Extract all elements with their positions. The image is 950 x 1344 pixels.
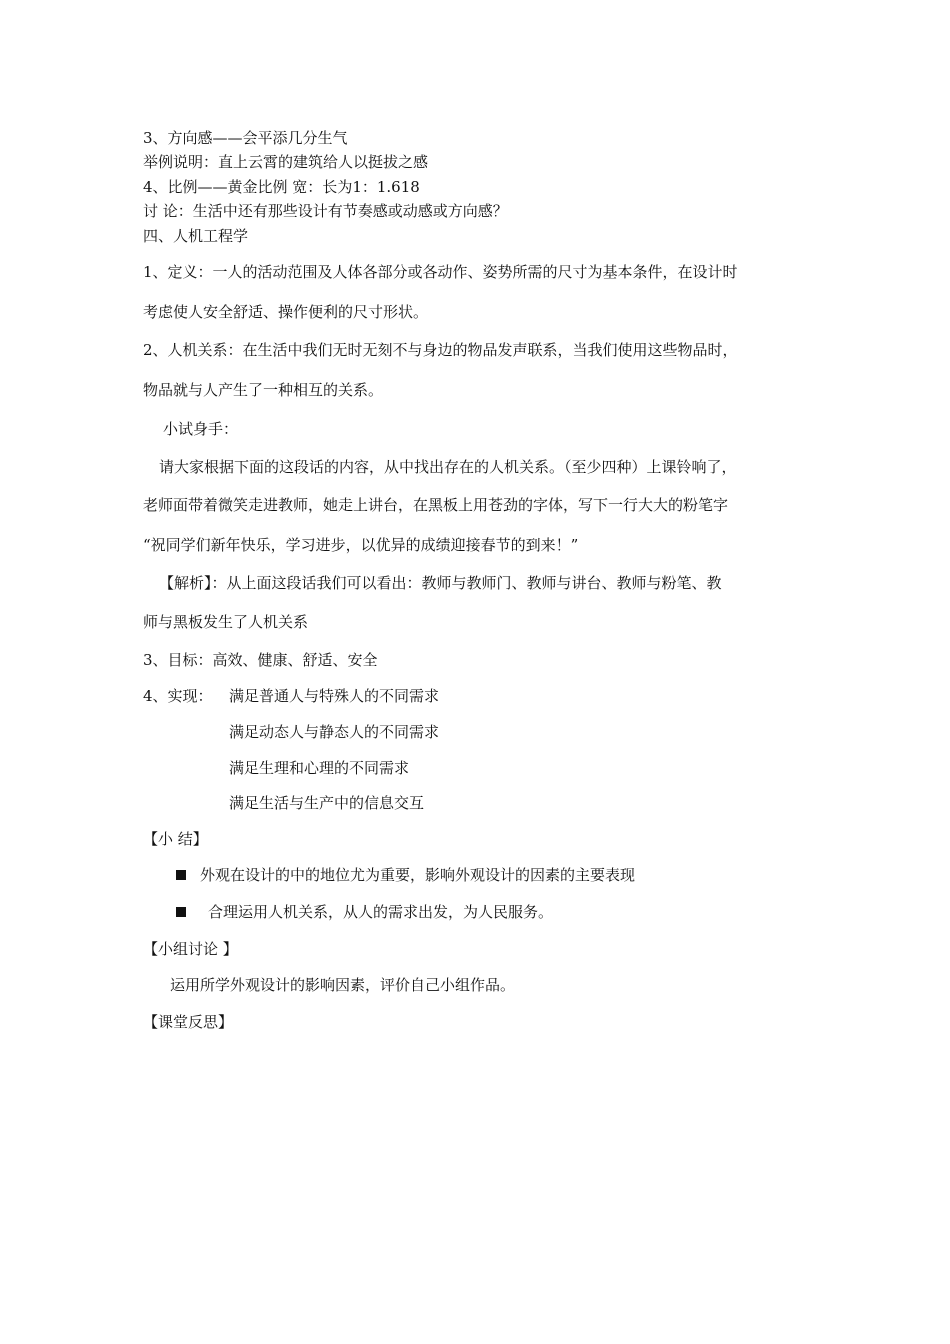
text-line: 3、方向感——会平添几分生气 bbox=[143, 129, 348, 147]
text-line: 满足生理和心理的不同需求 bbox=[229, 759, 410, 777]
bullet-item bbox=[176, 865, 635, 885]
text-line: 举例说明：直上云霄的建筑给人以挺拔之感 bbox=[143, 153, 429, 171]
text-line: 老师面带着微笑走进教师，她走上讲台，在黑板上用苍劲的字体，写下一行大大的粉笔字 bbox=[143, 496, 729, 514]
text-line: 满足动态人与静态人的不同需求 bbox=[229, 723, 440, 741]
reflection-heading: 【课堂反思】 bbox=[143, 1013, 234, 1031]
discussion-heading: 【小组讨论 】 bbox=[143, 940, 238, 958]
bullet-text: 外观在设计的中的地位尤为重要，影响外观设计的因素的主要表现 bbox=[200, 866, 636, 884]
text-line: 请大家根据下面的这段话的内容，从中找出存在的人机关系。（至少四种）上课铃响了， bbox=[159, 458, 737, 476]
bullet-text: 合理运用人机关系，从人的需求出发，为人民服务。 bbox=[208, 903, 554, 921]
exercise-heading: 小试身手： bbox=[163, 420, 239, 438]
section-heading: 四、人机工程学 bbox=[143, 227, 249, 245]
square-bullet-icon bbox=[176, 870, 186, 880]
square-bullet-icon bbox=[176, 907, 186, 917]
text-line: 师与黑板发生了人机关系 bbox=[143, 613, 309, 631]
text-line: 4、比例——黄金比例 宽：长为1：1.618 bbox=[143, 178, 420, 196]
text-line: 3、目标：高效、健康、舒适、安全 bbox=[143, 651, 378, 669]
text-line: 讨 论：生活中还有那些设计有节奏感或动感或方向感？ bbox=[143, 202, 508, 220]
analysis-line: 【解析】：从上面这段话我们可以看出：教师与教师门、教师与讲台、教师与粉笔、教 bbox=[159, 574, 722, 592]
text-line: 满足生活与生产中的信息交互 bbox=[229, 794, 425, 812]
quote-line: “祝同学们新年快乐，学习进步，以优异的成绩迎接春节的到来！” bbox=[143, 536, 579, 554]
text-line: 物品就与人产生了一种相互的关系。 bbox=[143, 381, 384, 399]
text-line: 1、定义：一人的活动范围及人体各部分或各动作、姿势所需的尺寸为基本条件，在设计时 bbox=[143, 263, 738, 281]
text-line: 4、实现： bbox=[143, 687, 213, 705]
text-line: 2、人机关系：在生活中我们无时无刻不与身边的物品发声联系，当我们使用这些物品时， bbox=[143, 341, 738, 359]
text-line: 满足普通人与特殊人的不同需求 bbox=[229, 687, 440, 705]
summary-heading: 【小 结】 bbox=[143, 830, 208, 848]
text-line: 运用所学外观设计的影响因素，评价自己小组作品。 bbox=[170, 976, 516, 994]
bullet-item bbox=[176, 902, 553, 922]
text-line: 考虑使人安全舒适、操作便利的尺寸形状。 bbox=[143, 303, 429, 321]
